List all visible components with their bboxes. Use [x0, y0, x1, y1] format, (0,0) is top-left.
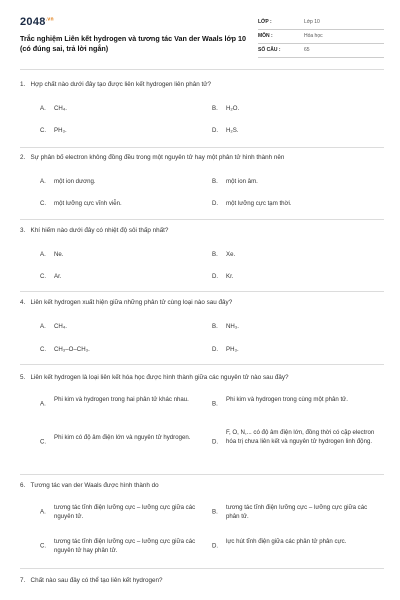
meta-row-grade	[258, 16, 384, 30]
question-4	[20, 298, 384, 360]
option-letter: A.	[40, 323, 46, 330]
worksheet-meta	[258, 16, 384, 58]
meta-value: Lớp 10	[304, 19, 320, 25]
option-letter: D.	[212, 438, 219, 445]
question-6	[20, 481, 384, 567]
divider	[20, 364, 384, 365]
meta-key: SỐ CÂU :	[258, 47, 281, 53]
option-text: CH₃–O–CH₃.	[54, 346, 90, 353]
option-text: CH₄.	[54, 323, 67, 330]
option-text: một lưỡng cực tạm thời.	[226, 200, 292, 207]
question-stem: Hợp chất nào dưới đây tạo được liên kết hydrogen liên phân tử?	[30, 81, 211, 88]
option-text: Ar.	[54, 273, 62, 280]
meta-row-count	[258, 44, 384, 58]
logo-text: 2048	[20, 16, 46, 28]
meta-value: Hóa học	[304, 33, 323, 39]
option-text: tương tác tĩnh điện lưỡng cực – lưỡng cực giữa các phân tử.	[226, 504, 368, 520]
option-letter: C.	[40, 346, 47, 353]
option-text: PH₃.	[226, 346, 239, 353]
question-3	[20, 226, 384, 288]
option-letter: A.	[40, 178, 46, 185]
option-letter: A.	[40, 251, 46, 258]
question-stem: Tương tác van der Waals được hình thành do	[30, 482, 159, 489]
option-letter: C.	[40, 542, 47, 550]
option-text: H₂O.	[226, 105, 240, 112]
question-number: 5.	[20, 374, 26, 381]
option-text: tương tác tĩnh điện lưỡng cực – lưỡng cực giữa các nguyên tử hay phân tử.	[54, 538, 196, 554]
worksheet-header	[20, 14, 384, 58]
option-letter: A.	[40, 105, 46, 112]
option-letter: D.	[212, 346, 219, 353]
divider	[20, 147, 384, 148]
question-number: 4.	[20, 299, 26, 306]
option-letter: A.	[40, 400, 46, 408]
question-number: 6.	[20, 482, 26, 489]
option-letter: B.	[212, 105, 218, 112]
option-text: NH₃.	[226, 323, 239, 330]
question-text	[20, 373, 384, 382]
option-text: Phi kim có độ âm điện lớn và nguyên tử hydrogen.	[54, 434, 191, 441]
question-text	[20, 153, 384, 162]
divider	[20, 219, 384, 220]
question-2	[20, 153, 384, 215]
option-letter: C.	[40, 200, 47, 207]
question-text	[20, 481, 384, 490]
option-letter: D.	[212, 127, 219, 134]
question-number: 7.	[20, 577, 26, 584]
option-letter: B.	[212, 508, 218, 516]
meta-key: MÔN :	[258, 33, 273, 39]
question-stem: Liên kết hydrogen là loại liên kết hóa học được hình thành giữa các nguyên tử nào sau đây?	[30, 374, 289, 381]
option-letter: B.	[212, 251, 218, 258]
question-7	[20, 576, 384, 588]
option-text: một ion âm.	[226, 178, 258, 185]
option-letter: B.	[212, 323, 218, 330]
question-text	[20, 226, 384, 235]
question-number: 3.	[20, 227, 26, 234]
question-number: 2.	[20, 154, 26, 161]
question-stem: Liên kết hydrogen xuất hiện giữa những phân tử cùng loại nào sau đây?	[30, 299, 233, 306]
worksheet-title: Trắc nghiệm Liên kết hydrogen và tương tác Van der Waals lớp 10 (có đúng sai, trả lời ngắn)	[20, 34, 247, 53]
question-text	[20, 298, 384, 307]
logo-suffix: .vn	[45, 16, 54, 23]
question-text	[20, 80, 384, 89]
option-letter: C.	[40, 273, 47, 280]
option-letter: C.	[40, 127, 47, 134]
question-stem: Khí hiếm nào dưới đây có nhiệt độ sôi thấp nhất?	[30, 227, 169, 234]
site-logo[interactable]	[20, 16, 54, 28]
divider	[20, 474, 384, 475]
option-text: F, O, N,... có độ âm điện lớn, đồng thời có cặp electron hóa trị chưa liên kết và nguyên tử hydrogen linh động.	[226, 429, 375, 445]
option-text: Phi kim và hydrogen trong hai phân tử khác nhau.	[54, 396, 189, 403]
option-text: lực hút tĩnh điện giữa các phân tử phân cực.	[226, 538, 347, 545]
option-letter: D.	[212, 542, 219, 550]
option-letter: B.	[212, 400, 218, 408]
option-letter: A.	[40, 508, 46, 516]
divider	[20, 69, 384, 70]
option-letter: C.	[40, 438, 47, 446]
option-letter: D.	[212, 273, 219, 280]
question-1	[20, 80, 384, 142]
divider	[20, 291, 384, 292]
meta-key: LỚP :	[258, 19, 272, 25]
question-stem: Chất nào sau đây có thể tạo liên kết hydrogen?	[30, 577, 163, 584]
option-text: Phi kim và hydrogen trong cùng một phân tử.	[226, 396, 348, 403]
meta-value: 65	[304, 47, 310, 53]
question-stem: Sự phân bố electron không đồng đều trong một nguyên tử hay một phân tử hình thành nên	[30, 154, 285, 161]
question-text	[20, 576, 384, 585]
option-text: CH₄.	[54, 105, 67, 112]
option-text: H₂S.	[226, 127, 239, 134]
divider	[20, 568, 384, 569]
option-letter: B.	[212, 178, 218, 185]
question-5	[20, 373, 384, 473]
option-text: Xe.	[226, 251, 236, 258]
option-text: một ion dương.	[54, 178, 96, 185]
option-letter: D.	[212, 200, 219, 207]
option-text: tương tác tĩnh điện lưỡng cực – lưỡng cực giữa các nguyên tử.	[54, 504, 196, 520]
option-text: PH₃.	[54, 127, 67, 134]
meta-row-subject	[258, 30, 384, 44]
option-text: Ne.	[54, 251, 64, 258]
option-text: một lưỡng cực vĩnh viễn.	[54, 200, 122, 207]
option-text: Kr.	[226, 273, 234, 280]
question-number: 1.	[20, 81, 26, 88]
